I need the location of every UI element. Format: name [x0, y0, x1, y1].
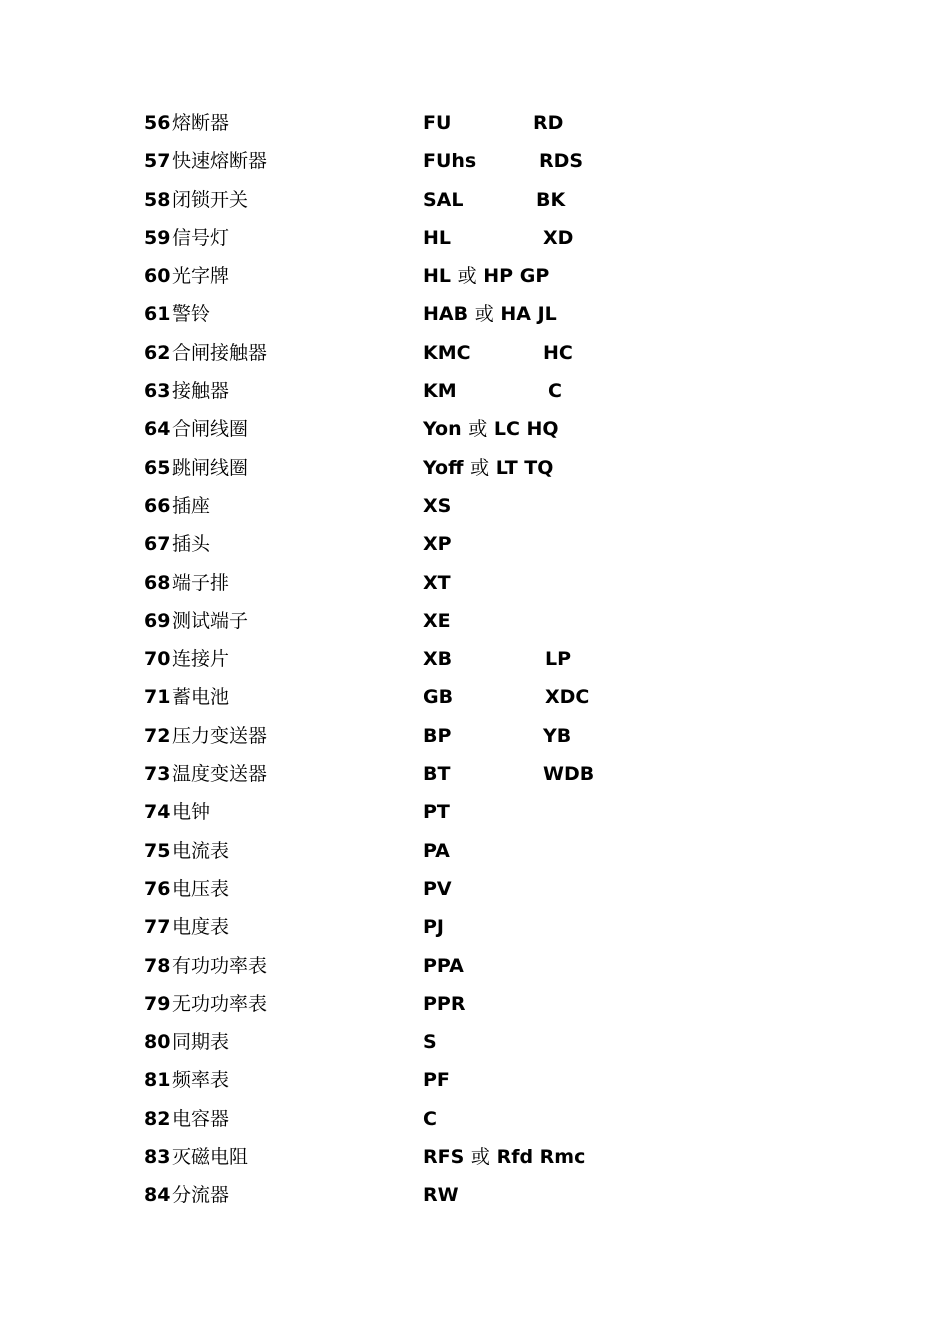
symbol-row: [144, 602, 844, 640]
symbol-code: KM: [423, 380, 457, 403]
symbol-row: [144, 793, 844, 831]
old-symbol-code: XDC: [545, 686, 590, 709]
symbol-row: [144, 257, 844, 295]
symbol-code: FU: [423, 112, 452, 134]
entry-number: 76: [144, 877, 171, 900]
symbol-code: S: [423, 1031, 437, 1054]
symbol-row: [144, 449, 844, 487]
symbol-row: [144, 947, 844, 985]
device-name: 电容器: [172, 1107, 230, 1130]
device-name: 无功功率表: [172, 992, 268, 1015]
symbol-code: HL: [423, 226, 452, 249]
device-name: 合闸接触器: [172, 341, 268, 364]
symbol-code: XE: [423, 609, 451, 632]
or-word: 或: [468, 418, 488, 441]
entry-number: 61: [144, 303, 171, 326]
entry-number: 58: [144, 188, 171, 211]
symbol-row: [144, 334, 844, 372]
symbol-code: KMC: [423, 341, 471, 364]
device-name: 有功功率表: [172, 954, 268, 977]
code-primary: HL: [423, 265, 452, 288]
entry-number: 57: [144, 150, 171, 173]
entry-number: 66: [144, 494, 171, 517]
device-name: 电度表: [172, 916, 230, 939]
entry-number: 60: [144, 265, 171, 288]
old-symbol-code: C: [548, 380, 562, 403]
device-name: 跳闸线圈: [172, 456, 249, 479]
entry-number: 75: [144, 839, 171, 862]
device-name: 灭磁电阻: [172, 1146, 249, 1169]
code-primary: Yoff: [423, 456, 464, 479]
symbol-code: GB: [423, 686, 454, 709]
device-name: 插头: [172, 533, 211, 556]
or-word: 或: [457, 265, 477, 288]
device-name: 接触器: [172, 380, 230, 403]
device-name: 同期表: [172, 1031, 230, 1054]
symbol-code: [423, 257, 549, 295]
old-symbol-code: RDS: [539, 150, 584, 173]
symbol-list: [144, 104, 844, 1215]
code-secondary: HP GP: [483, 265, 550, 288]
symbol-code: [423, 295, 557, 333]
symbol-row: [144, 1100, 844, 1138]
code-secondary: LC HQ: [493, 418, 559, 441]
symbol-row: [144, 870, 844, 908]
symbol-row: [144, 1176, 844, 1214]
symbol-code: PT: [423, 801, 450, 824]
entry-number: 80: [144, 1031, 171, 1054]
symbol-row: [144, 717, 844, 755]
symbol-row: [144, 640, 844, 678]
entry-number: 79: [144, 992, 171, 1015]
old-symbol-code: XD: [543, 226, 574, 249]
symbol-row: [144, 564, 844, 602]
entry-number: 81: [144, 1069, 171, 1092]
symbol-row: [144, 142, 844, 180]
code-secondary: Rfd Rmc: [496, 1146, 586, 1169]
entry-number: 67: [144, 533, 171, 556]
symbol-row: [144, 487, 844, 525]
device-name: 光字牌: [172, 265, 230, 288]
entry-number: 56: [144, 112, 171, 134]
old-symbol-code: WDB: [543, 763, 595, 786]
entry-number: 64: [144, 418, 171, 441]
symbol-code: PJ: [423, 916, 444, 939]
symbol-code: [423, 449, 553, 487]
old-symbol-code: YB: [543, 724, 572, 747]
symbol-row: [144, 678, 844, 716]
symbol-row: [144, 372, 844, 410]
device-name: 插座: [172, 494, 211, 517]
old-symbol-code: LP: [545, 648, 572, 671]
code-primary: Yon: [423, 418, 462, 441]
old-symbol-code: HC: [543, 341, 573, 364]
symbol-code: [423, 410, 559, 448]
entry-number: 69: [144, 609, 171, 632]
device-name: 频率表: [172, 1069, 230, 1092]
symbol-row: [144, 1138, 844, 1176]
symbol-code: XT: [423, 571, 451, 594]
old-symbol-code: RD: [533, 112, 564, 134]
symbol-row: [144, 832, 844, 870]
symbol-code: BT: [423, 763, 451, 786]
symbol-code: PPA: [423, 954, 464, 977]
symbol-row: [144, 181, 844, 219]
or-word: 或: [474, 303, 494, 326]
or-word: 或: [470, 1146, 490, 1169]
symbol-row: [144, 525, 844, 563]
symbol-code: PPR: [423, 992, 466, 1015]
device-name: 电压表: [172, 877, 230, 900]
entry-number: 62: [144, 341, 171, 364]
entry-number: 72: [144, 724, 171, 747]
device-name: 连接片: [172, 648, 230, 671]
entry-number: 68: [144, 571, 171, 594]
symbol-row: [144, 1061, 844, 1099]
device-name: 分流器: [172, 1184, 230, 1207]
symbol-code: XS: [423, 494, 452, 517]
device-name: 温度变送器: [172, 763, 268, 786]
entry-number: 78: [144, 954, 171, 977]
symbol-row: [144, 1023, 844, 1061]
entry-number: 82: [144, 1107, 171, 1130]
device-name: 警铃: [172, 303, 211, 326]
symbol-code: XP: [423, 533, 452, 556]
entry-number: 84: [144, 1184, 171, 1207]
device-name: 合闸线圈: [172, 418, 249, 441]
symbol-code: BP: [423, 724, 452, 747]
entry-number: 71: [144, 686, 171, 709]
symbol-code: RW: [423, 1184, 459, 1207]
symbol-row: [144, 219, 844, 257]
entry-number: 70: [144, 648, 171, 671]
code-secondary: LT TQ: [495, 456, 554, 479]
code-primary: HAB: [423, 303, 469, 326]
entry-number: 74: [144, 801, 171, 824]
symbol-row: [144, 985, 844, 1023]
entry-number: 73: [144, 763, 171, 786]
symbol-row: [144, 410, 844, 448]
device-name: 电钟: [172, 801, 211, 824]
entry-number: 59: [144, 226, 171, 249]
symbol-code: PA: [423, 839, 450, 862]
symbol-row: [144, 755, 844, 793]
symbol-code: [423, 1138, 585, 1176]
symbol-code: C: [423, 1107, 437, 1130]
device-name: 蓄电池: [172, 686, 230, 709]
entry-number: 83: [144, 1146, 171, 1169]
device-name: 信号灯: [172, 226, 230, 249]
entry-number: 63: [144, 380, 171, 403]
device-name: 闭锁开关: [172, 188, 249, 211]
device-name: 测试端子: [172, 609, 249, 632]
old-symbol-code: BK: [536, 188, 566, 211]
code-primary: RFS: [423, 1146, 465, 1169]
entry-number: 77: [144, 916, 171, 939]
device-name: 电流表: [172, 839, 230, 862]
device-name: 快速熔断器: [172, 150, 268, 173]
symbol-code: FUhs: [423, 150, 477, 173]
or-word: 或: [470, 456, 490, 479]
symbol-row: [144, 104, 844, 142]
entry-number: 65: [144, 456, 171, 479]
symbol-code: PV: [423, 877, 452, 900]
symbol-code: XB: [423, 648, 453, 671]
symbol-code: SAL: [423, 188, 464, 211]
code-secondary: HA JL: [500, 303, 557, 326]
device-name: 熔断器: [172, 112, 230, 134]
device-name: 端子排: [172, 571, 230, 594]
symbol-row: [144, 908, 844, 946]
symbol-row: [144, 295, 844, 333]
symbol-code: PF: [423, 1069, 450, 1092]
device-name: 压力变送器: [172, 724, 268, 747]
